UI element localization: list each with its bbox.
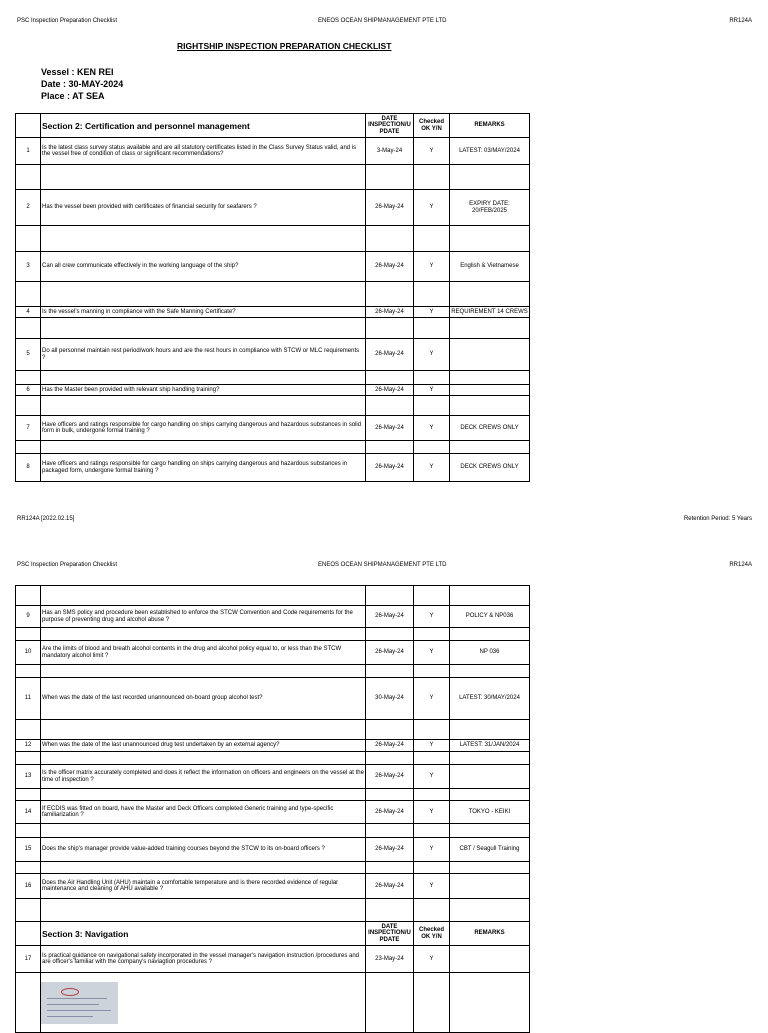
row-remarks	[450, 385, 530, 396]
page-footer-right: Retention Period: 5 Years	[683, 516, 752, 522]
row-checked: Y	[414, 190, 450, 226]
row-question: When was the date of the last unannounced drug test undertaken by an external agency?	[41, 740, 366, 752]
row-number: 5	[16, 339, 41, 371]
row-question: Has the vessel been provided with certificates of financial security for seafarers ?	[41, 190, 366, 226]
row-date: 26-May-24	[366, 765, 414, 789]
section-number-cell	[16, 922, 41, 946]
row-question: Are the limits of blood and breath alcohol contents in the drug and alcohol policy equal to, or less than the STCW mandatory alcohol limit ?	[41, 641, 366, 665]
table-row	[16, 946, 530, 973]
row-remarks: TOKYO - KEIKI	[450, 801, 530, 824]
row-date: 26-May-24	[366, 307, 414, 318]
vessel-label: Vessel : KEN REI	[41, 67, 114, 77]
scan-line	[47, 1010, 111, 1011]
row-checked: Y	[414, 307, 450, 318]
spacer-row	[16, 282, 530, 307]
row-date: 30-May-24	[366, 678, 414, 720]
page-header-center: ENEOS OCEAN SHIPMANAGEMENT PTE LTD	[318, 18, 447, 24]
table-row	[16, 874, 530, 899]
row-date: 26-May-24	[366, 454, 414, 482]
row-remarks	[450, 339, 530, 371]
spacer-row	[16, 862, 530, 874]
row-date: 26-May-24	[366, 190, 414, 226]
checklist-table-page2	[15, 585, 530, 1033]
page-header-center: ENEOS OCEAN SHIPMANAGEMENT PTE LTD	[318, 562, 447, 568]
row-number: 1	[16, 138, 41, 165]
row-checked: Y	[414, 641, 450, 665]
row-number: 11	[16, 678, 41, 720]
table-row	[16, 606, 530, 628]
section-2-title: Section 2: Certification and personnel management	[41, 114, 366, 138]
row-date: 26-May-24	[366, 801, 414, 824]
row-remarks	[450, 765, 530, 789]
row-checked: Y	[414, 606, 450, 628]
row-number: 13	[16, 765, 41, 789]
section-header-row	[16, 922, 530, 946]
row-date: 26-May-24	[366, 874, 414, 899]
row-remarks: LATEST: 30/MAY/2024	[450, 678, 530, 720]
spacer-row	[16, 371, 530, 385]
row-number: 6	[16, 385, 41, 396]
row-remarks	[450, 946, 530, 973]
row-date: 26-May-24	[366, 606, 414, 628]
row-date: 26-May-24	[366, 838, 414, 862]
spacer-row	[16, 789, 530, 801]
date-label: Date : 30-MAY-2024	[41, 79, 124, 89]
table-row	[16, 801, 530, 824]
row-question: Is the vessel's manning in compliance with the Safe Manning Certificate?	[41, 307, 366, 318]
row-remarks: LATEST: 31/JAN/2024	[450, 740, 530, 752]
row-number: 3	[16, 252, 41, 282]
table-row	[16, 641, 530, 665]
scan-line	[47, 1016, 93, 1017]
table-row	[16, 307, 530, 318]
row-remarks: English & Vietnamese	[450, 252, 530, 282]
row-checked: Y	[414, 416, 450, 441]
row-question: Do all personnel maintain rest period/work hours and are the rest hours in compliance with STCW or MLC requirements ?	[41, 339, 366, 371]
column-header-date: DATE INSPECTION/U PDATE	[366, 114, 414, 138]
checklist-table-page1	[15, 113, 530, 482]
row-question: If ECDIS was fitted on board, have the Master and Deck Officers completed Generic training and type-specific familiarization ?	[41, 801, 366, 824]
row-number: 2	[16, 190, 41, 226]
row-date: 3-May-24	[366, 138, 414, 165]
row-question: Has an SMS policy and procedure been established to enforce the STCW Convention and Code requirements for the purpose of preventing drug and alcohol abuse ?	[41, 606, 366, 628]
table-row	[16, 765, 530, 789]
row-number: 8	[16, 454, 41, 482]
spacer-row	[16, 396, 530, 416]
table-row	[16, 740, 530, 752]
page-header-right: RR124A	[729, 562, 752, 568]
column-header-date: DATE INSPECTION/U PDATE	[366, 922, 414, 946]
row-checked: Y	[414, 838, 450, 862]
row-checked: Y	[414, 765, 450, 789]
page-footer-left: RR124A [2022.02.15]	[17, 516, 75, 522]
row-number: 14	[16, 801, 41, 824]
section-number-cell	[16, 114, 41, 138]
row-number: 4	[16, 307, 41, 318]
column-header-checked: Checked OK Y/N	[414, 922, 450, 946]
document-title: RIGHTSHIP INSPECTION PREPARATION CHECKLIST	[177, 41, 392, 51]
row-date: 26-May-24	[366, 740, 414, 752]
row-number: 10	[16, 641, 41, 665]
row-checked: Y	[414, 138, 450, 165]
row-date: 26-May-24	[366, 339, 414, 371]
row-date: 23-May-24	[366, 946, 414, 973]
row-question: Is the latest class survey status available and are all statutory certificates listed in the Class Survey Status valid, and is the vessel free of condition of class or significant recommendations?	[41, 138, 366, 165]
row-remarks: DECK CREWS ONLY	[450, 416, 530, 441]
row-checked: Y	[414, 801, 450, 824]
table-row	[16, 339, 530, 371]
spacer-row	[16, 628, 530, 641]
column-header-remarks: REMARKS	[450, 922, 530, 946]
row-remarks: POLICY & NP036	[450, 606, 530, 628]
section-3-title: Section 3: Navigation	[41, 922, 366, 946]
column-header-remarks: REMARKS	[450, 114, 530, 138]
row-question: Have officers and ratings responsible for cargo handling on ships carrying dangerous and hazardous substances in packaged form, undergone formal training ?	[41, 454, 366, 482]
row-checked: Y	[414, 740, 450, 752]
row-remarks: EXPIRY DATE: 20/FEB/2025	[450, 190, 530, 226]
table-row	[16, 385, 530, 396]
spacer-row	[16, 665, 530, 678]
row-remarks: CBT / Seagull Training	[450, 838, 530, 862]
row-question: Is practical guidance on navigational safety incorporated in the vessel manager's navigation instruction /procedures and are officer's familiar with the company's naviagtion procedures ?	[41, 946, 366, 973]
row-date: 26-May-24	[366, 416, 414, 441]
spacer-row	[16, 824, 530, 838]
spacer-row	[16, 226, 530, 252]
spacer-row	[16, 441, 530, 454]
stamp-mark	[61, 988, 79, 996]
spacer-row	[16, 165, 530, 190]
row-question: Does the Air Handling Unit (AHU) maintain a comfortable temperature and is there recorded evidence of regular maintenance and cleaning of AHU available ?	[41, 874, 366, 899]
scan-line	[47, 1004, 99, 1005]
scan-line	[47, 998, 107, 999]
row-checked: Y	[414, 678, 450, 720]
table-row	[16, 838, 530, 862]
section-header-row	[16, 114, 530, 138]
spacer-row	[16, 586, 530, 606]
spacer-row	[16, 720, 530, 740]
row-number: 9	[16, 606, 41, 628]
table-row	[16, 678, 530, 720]
row-checked: Y	[414, 874, 450, 899]
row-remarks: NP 036	[450, 641, 530, 665]
row-remarks	[450, 874, 530, 899]
row-number: 7	[16, 416, 41, 441]
row-checked: Y	[414, 454, 450, 482]
row-checked: Y	[414, 252, 450, 282]
table-row	[16, 138, 530, 165]
row-checked: Y	[414, 385, 450, 396]
row-number: 15	[16, 838, 41, 862]
table-row	[16, 416, 530, 441]
row-date: 26-May-24	[366, 385, 414, 396]
row-question: Is the officer matrix accurately completed and does it reflect the information on officers and engineers on the vessel at the time of inspection ?	[41, 765, 366, 789]
row-remarks: REQUIREMENT 14 CREWS	[450, 307, 530, 318]
row-remarks: DECK CREWS ONLY	[450, 454, 530, 482]
row-number: 16	[16, 874, 41, 899]
row-remarks: LATEST: 03/MAY/2024	[450, 138, 530, 165]
row-question: Has the Master been provided with relevant ship handling training?	[41, 385, 366, 396]
row-checked: Y	[414, 946, 450, 973]
scanned-document-thumbnail	[41, 982, 118, 1024]
page-header-left: PSC Inspection Preparation Checklist	[17, 562, 118, 568]
row-question: Can all crew communicate effectively in the working language of the ship?	[41, 252, 366, 282]
row-question: When was the date of the last recorded unannounced on-board group alcohol test?	[41, 678, 366, 720]
row-number: 12	[16, 740, 41, 752]
column-header-checked: Checked OK Y/N	[414, 114, 450, 138]
table-row	[16, 252, 530, 282]
spacer-row	[16, 318, 530, 339]
row-checked: Y	[414, 339, 450, 371]
row-number: 17	[16, 946, 41, 973]
spacer-row	[16, 752, 530, 765]
page-header-left: PSC Inspection Preparation Checklist	[17, 18, 118, 24]
table-row	[16, 454, 530, 482]
row-date: 26-May-24	[366, 252, 414, 282]
spacer-row	[16, 899, 530, 922]
page-header-right: RR124A	[729, 18, 752, 24]
place-label: Place : AT SEA	[41, 91, 105, 101]
row-question: Does the ship's manager provide value-added training courses beyond the STCW to its on-board officers ?	[41, 838, 366, 862]
row-question: Have officers and ratings responsible for cargo handling on ships carrying dangerous and hazardous substances in solid form in bulk, undergone formal training ?	[41, 416, 366, 441]
row-date: 26-May-24	[366, 641, 414, 665]
table-row	[16, 190, 530, 226]
